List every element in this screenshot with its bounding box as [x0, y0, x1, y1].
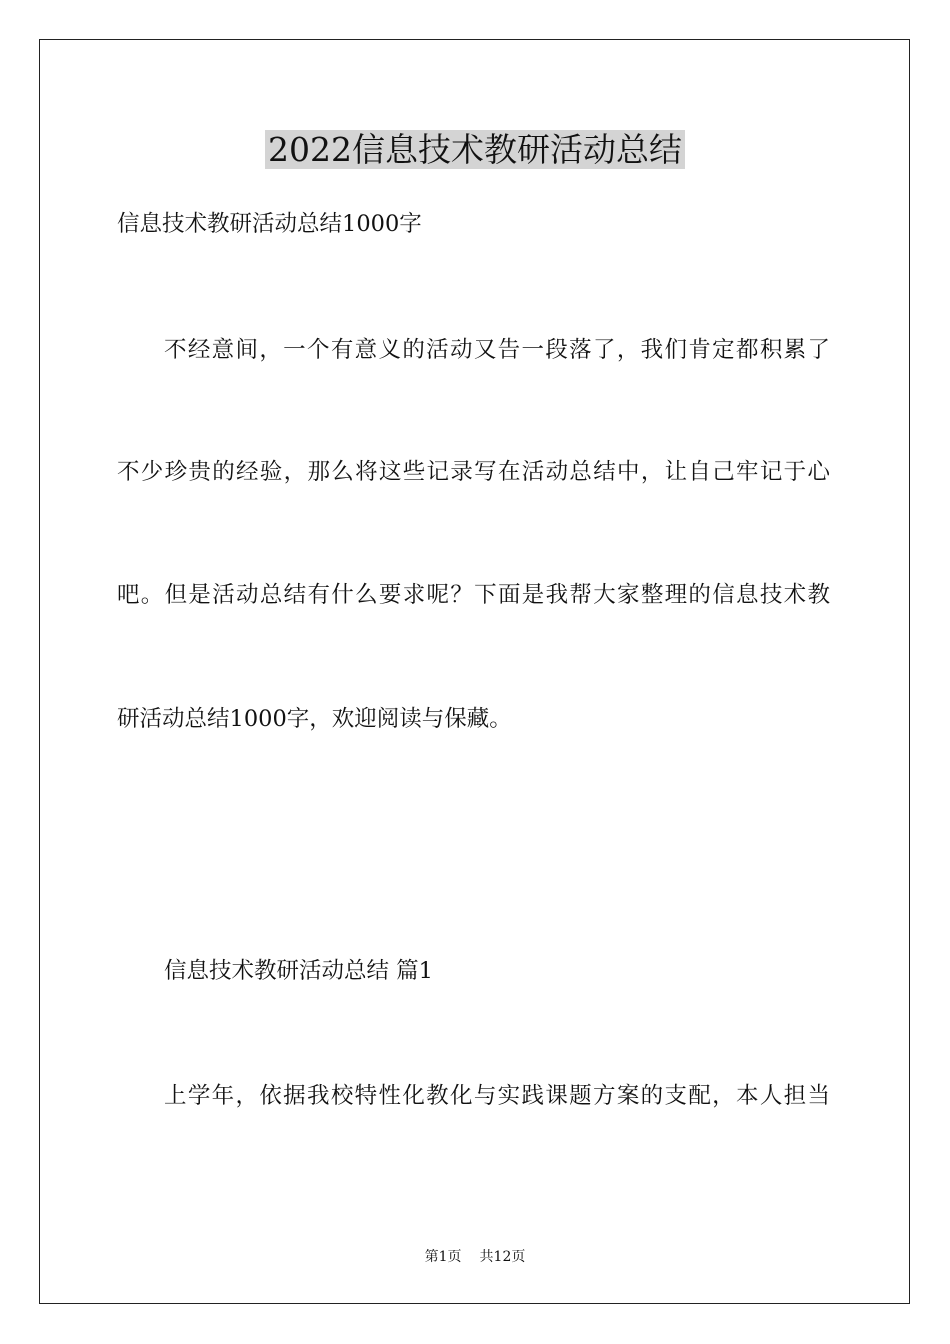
document-subtitle: 信息技术教研活动总结1000字 [117, 211, 422, 237]
page-number: 第1页 [424, 1249, 462, 1265]
document-title-text: 2022信息技术教研活动总结 [265, 130, 685, 169]
intro-line-2: 不少珍贵的经验，那么将这些记录写在活动总结中，让自己牢记于心 [117, 459, 830, 485]
intro-line-1: 不经意间，一个有意义的活动又告一段落了，我们肯定都积累了 [164, 337, 830, 363]
intro-line-3: 吧。但是活动总结有什么要求呢？下面是我帮大家整理的信息技术教 [117, 582, 830, 608]
intro-line-4: 研活动总结1000字，欢迎阅读与保藏。 [117, 706, 512, 732]
body-line-1: 上学年，依据我校特性化教化与实践课题方案的支配，本人担当 [164, 1083, 830, 1109]
page-total: 共12页 [479, 1249, 526, 1265]
section-heading: 信息技术教研活动总结 篇1 [164, 958, 433, 984]
page-footer [0, 1247, 950, 1267]
document-title [0, 128, 950, 172]
